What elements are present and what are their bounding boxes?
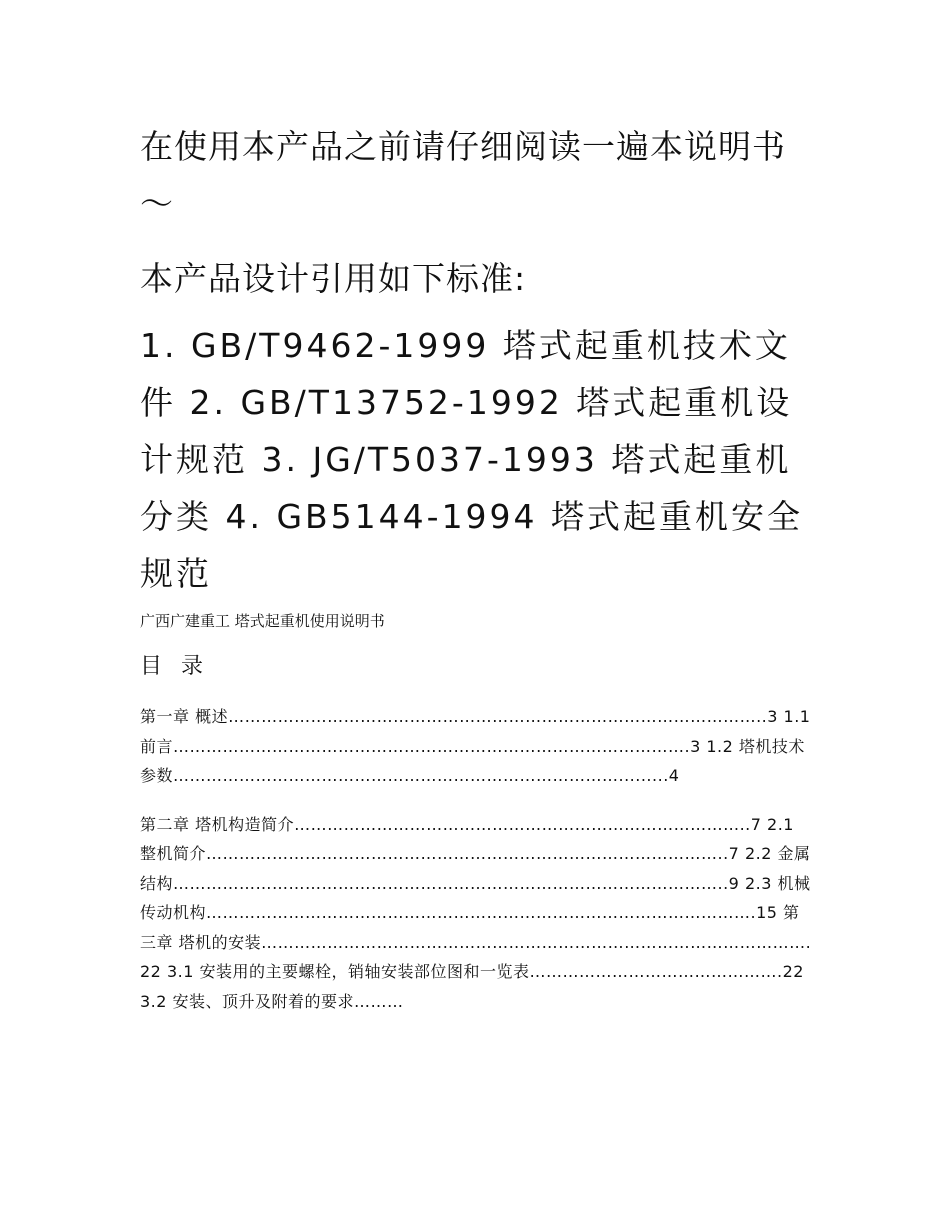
standards-intro: 本产品设计引用如下标准:: [140, 259, 527, 298]
toc-chapter-1-block: 第一章 概述……………………………………………………………………………………..3 1.1 前言………………………………………………………………………………….3 1.2 塔机技术参数……………………………………………………………………….........4: [140, 707, 811, 785]
company-manual-line: 广西广建重工 塔式起重机使用说明书: [140, 612, 385, 630]
toc-title: 目 录: [140, 654, 209, 679]
page-content: [140, 118, 812, 1016]
standards-list: 1. GB/T9462-1999 塔式起重机技术文件 2. GB/T13752-1992 塔式起重机设计规范 3. JG/T5037-1993 塔式起重机分类 4. GB5144-1994 塔式起重机安全规范: [140, 326, 804, 593]
toc-chapter-2-block: 第二章 塔机构造简介………………………………………………………………………..7 2.1 整机简介…………………………………………………………………………………..7 2.2 金属结构………………………………………………………………………………………..9 2.3 机械传动机构……………………………………………………………………………………….15 第三章 塔机的安装……………………………………………………………………………………….22 3.1 安装用的主要螺栓，销轴安装部位图和一览表……………………………………….22 3.2 安装、顶升及附着的要求………: [140, 814, 812, 1011]
reading-notice: 在使用本产品之前请仔细阅读一遍本说明书～: [140, 127, 786, 223]
